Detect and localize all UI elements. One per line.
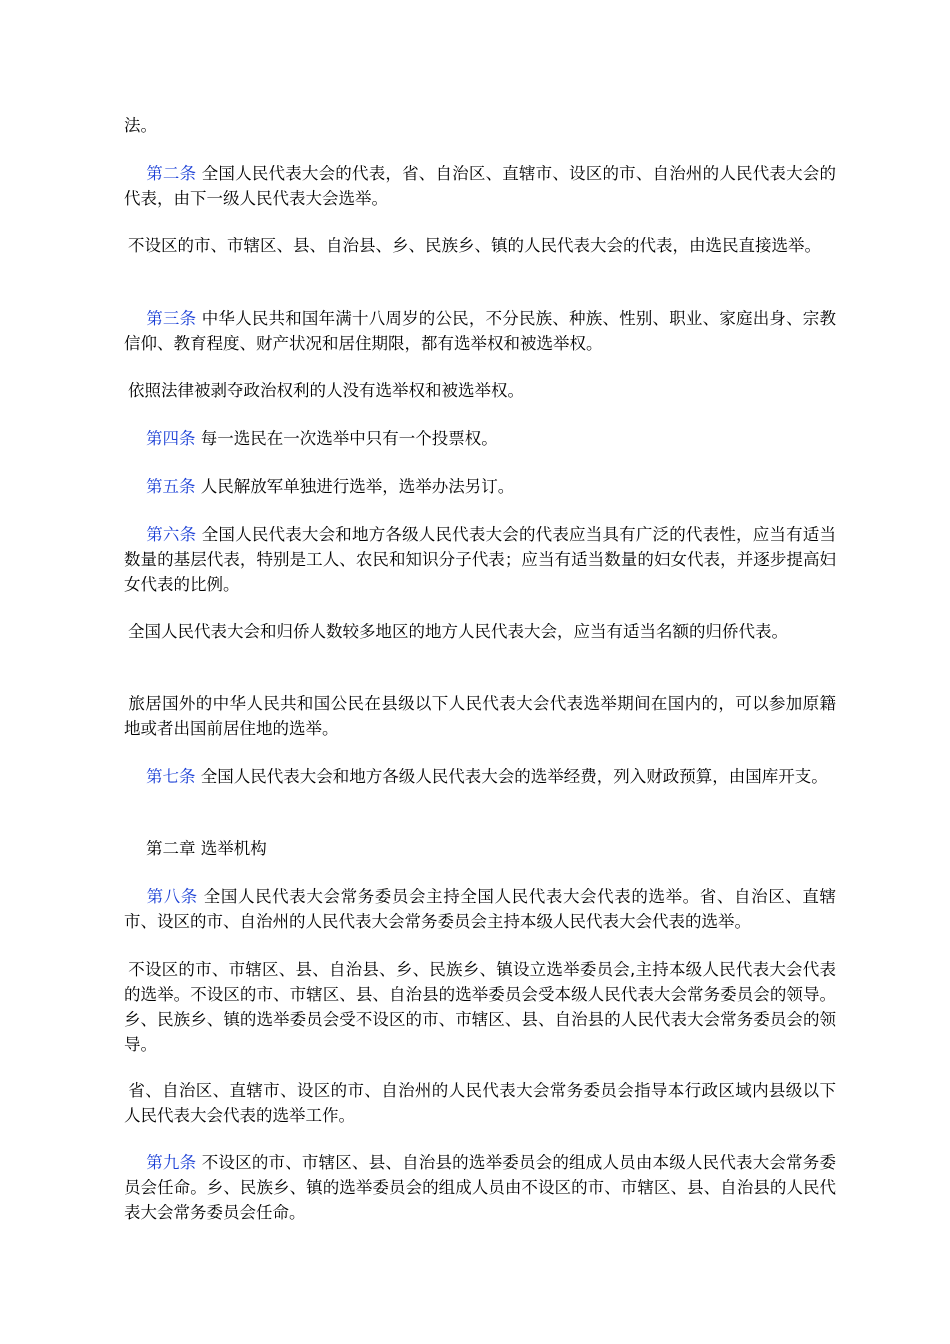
article-2-paragraph — [124, 161, 836, 211]
article-8-paragraph — [124, 884, 836, 934]
paragraph-2 — [124, 233, 836, 258]
paragraph-text: 不设区的市、市辖区、县、自治县的选举委员会的组成人员由本级人民代表大会常务委员会任命。乡、民族乡、镇的选举委员会的组成人员由不设区的市、市辖区、县、自治县的人民代表大会常务委员会任命。 — [124, 1153, 837, 1222]
paragraph-4 — [124, 378, 836, 403]
paragraph-14 — [124, 1078, 836, 1128]
paragraph-text: 人民解放军单独进行选举，选举办法另订。 — [195, 477, 515, 496]
article-label-5: 第五条 — [146, 477, 196, 496]
article-9-paragraph — [124, 1150, 836, 1225]
paragraph-text: 中华人民共和国年满十八周岁的公民，不分民族、种族、性别、职业、家庭出身、宗教信仰、教育程度、财产状况和居住期限，都有选举权和被选举权。 — [124, 309, 837, 353]
article-3-paragraph — [124, 306, 836, 356]
paragraph-text: 全国人民代表大会的代表，省、自治区、直辖市、设区的市、自治州的人民代表大会的代表，由下一级人民代表大会选举。 — [124, 164, 837, 208]
paragraph-9 — [124, 691, 836, 741]
paragraph-13 — [124, 957, 836, 1057]
article-label-4: 第四条 — [146, 429, 196, 448]
article-label-3: 第三条 — [146, 309, 197, 328]
article-label-9: 第九条 — [146, 1153, 197, 1172]
article-label-2: 第二条 — [146, 164, 197, 183]
paragraph-text: 全国人民代表大会常务委员会主持全国人民代表大会代表的选举。省、自治区、直辖市、设区的市、自治州的人民代表大会常务委员会主持本级人民代表大会代表的选举。 — [124, 887, 837, 931]
paragraph-text: 每一选民在一次选举中只有一个投票权。 — [195, 429, 498, 448]
paragraph-text: 依照法律被剥夺政治权利的人没有选举权和被选举权。 — [128, 381, 524, 400]
article-label-8: 第八条 — [146, 887, 198, 906]
article-label-6: 第六条 — [146, 525, 197, 544]
paragraph-text: 不设区的市、市辖区、县、自治县、乡、民族乡、镇的人民代表大会的代表，由选民直接选举。 — [128, 236, 821, 255]
chapter-heading — [124, 836, 836, 861]
paragraph-text: 全国人民代表大会和归侨人数较多地区的地方人民代表大会，应当有适当名额的归侨代表。 — [128, 622, 788, 641]
article-6-paragraph — [124, 522, 836, 597]
paragraph-text: 全国人民代表大会和地方各级人民代表大会的代表应当具有广泛的代表性，应当有适当数量的基层代表，特别是工人、农民和知识分子代表；应当有适当数量的妇女代表，并逐步提高妇女代表的比例。 — [124, 525, 837, 594]
paragraph-text: 全国人民代表大会和地方各级人民代表大会的选举经费，列入财政预算，由国库开支。 — [195, 767, 828, 786]
paragraph-text: 旅居国外的中华人民共和国公民在县级以下人民代表大会代表选举期间在国内的，可以参加原籍地或者出国前居住地的选举。 — [124, 694, 836, 738]
paragraph-0 — [124, 113, 836, 138]
article-label-7: 第七条 — [146, 767, 196, 786]
chapter-title: 第二章 选举机构 — [146, 839, 267, 858]
paragraph-text: 不设区的市、市辖区、县、自治县、乡、民族乡、镇设立选举委员会,主持本级人民代表大会代表的选举。不设区的市、市辖区、县、自治县的选举委员会受本级人民代表大会常务委员会的领导。乡、民族乡、镇的选举委员会受不设区的市、市辖区、县、自治县的人民代表大会常务委员会的领导。 — [124, 960, 836, 1054]
paragraph-text: 省、自治区、直辖市、设区的市、自治州的人民代表大会常务委员会指导本行政区域内县级以下人民代表大会代表的选举工作。 — [124, 1081, 836, 1125]
paragraph-text: 法。 — [124, 116, 157, 135]
paragraph-8 — [124, 619, 836, 644]
article-7-paragraph — [124, 764, 836, 789]
article-5-paragraph — [124, 474, 836, 499]
article-4-paragraph — [124, 426, 836, 451]
